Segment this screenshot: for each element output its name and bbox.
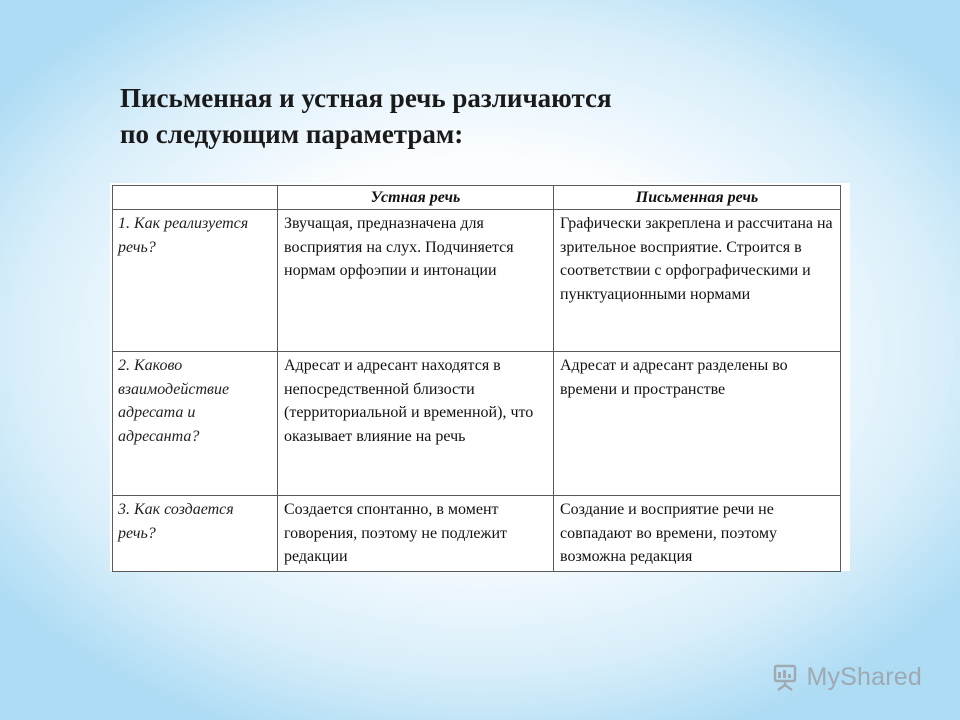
slide-title-line-1: Письменная и устная речь различаются: [120, 83, 612, 113]
row-3-oral: Создается спонтанно, в момент говорения, поэтому не подлежит редакции: [278, 496, 554, 572]
row-3-question: 3. Как создается речь?: [113, 496, 278, 572]
slide-title: [120, 80, 840, 152]
header-oral-speech: Устная речь: [278, 186, 554, 210]
table-header-row: [113, 186, 841, 210]
row-2-written: Адресат и адресант разделены во времени и пространстве: [554, 352, 841, 496]
presentation-board-icon: [770, 662, 800, 692]
row-1-written: Графически закреплена и рассчитана на зрительное восприятие. Строится в соответствии с орфографическими и пунктуационными нормами: [554, 210, 841, 352]
row-2-oral: Адресат и адресант находятся в непосредственной близости (территориальной и временной), что оказывает влияние на речь: [278, 352, 554, 496]
header-written-speech: Письменная речь: [554, 186, 841, 210]
row-2-question: 2. Каково взаимодействие адресата и адресанта?: [113, 352, 278, 496]
table-row: [113, 496, 841, 572]
header-empty: [113, 186, 278, 210]
table-row: [113, 210, 841, 352]
row-1-oral: Звучащая, предназначена для восприятия на слух. Подчиняется нормам орфоэпии и интонации: [278, 210, 554, 352]
table-row: [113, 352, 841, 496]
myshared-watermark: [770, 662, 922, 692]
row-1-question: 1. Как реализуется речь?: [113, 210, 278, 352]
row-3-written: Создание и восприятие речи не совпадают во времени, поэтому возможна редакция: [554, 496, 841, 572]
watermark-text: MyShared: [806, 662, 922, 691]
slide-title-line-2: по следующим параметрам:: [120, 119, 464, 149]
comparison-table-container: [110, 183, 850, 571]
comparison-table: [112, 185, 841, 572]
